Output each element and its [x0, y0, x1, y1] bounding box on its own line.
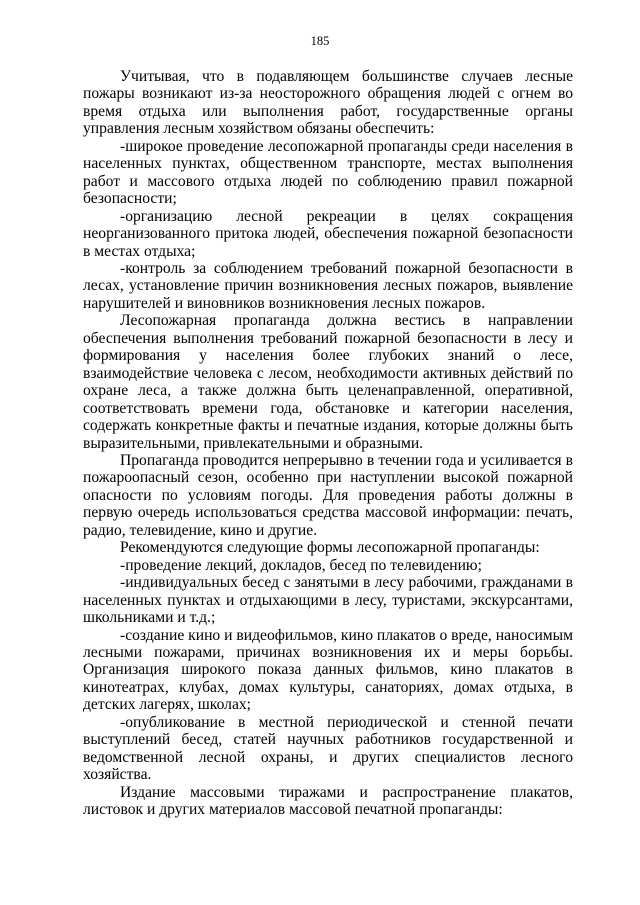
list-item-publications: -опубликование в местной периодической и стенной печати выступлений бесед, статей научных работников государственной и ведомственной лесной охраны, и других специалистов лесного хозяйства. — [83, 713, 573, 784]
paragraph-intro: Учитывая, что в подавляющем большинстве случаев лесные пожары возникают из-за неосторожного обращения людей с огнем во время отдыха или выполнения работ, государственные органы управления лесным хозяйством обязаны обеспечить: — [83, 68, 573, 138]
list-item-individual-talks: -индивидуальных бесед с занятыми в лесу рабочими, гражданами в населенных пунктах и отдыхающими в лесу, туристами, экскурсантами, школьниками и т.д.; — [83, 574, 573, 627]
paragraph-mass-printing: Издание массовыми тиражами и распространение плакатов, листовок и других материалов массовой печатной пропаганды: — [83, 783, 573, 819]
page-number: 185 — [310, 34, 330, 48]
list-item-propaganda: -широкое проведение лесопожарной пропаганды среди населения в населенных пунктах, общественном транспорте, местах выполнения работ и массового отдыха людей по соблюдению правил пожарной безопасности; — [83, 137, 573, 208]
list-item-recreation: -организацию лесной рекреации в целях сокращения неорганизованного притока людей, обеспечения пожарной безопасности в местах отдыха; — [83, 207, 573, 260]
list-item-control: -контроль за соблюдением требований пожарной безопасности в лесах, установление причин возникновения лесных пожаров, выявление нарушителей и виновников возникновения лесных пожаров. — [83, 259, 573, 312]
paragraph-recommended-forms: Рекомендуются следующие формы лесопожарной пропаганды: — [120, 539, 540, 557]
paragraph-propaganda-direction: Лесопожарная пропаганда должна вестись в направлении обеспечения выполнения требований пожарной безопасности в лесу и формирования у населения более глубоких знаний о лесе, взаимодействие человека с лесом, необходимости активных действий по охране леса, а также должна быть целенаправленной, оперативной, соответствовать времени года, обстановке и категории населения, содержать конкретные факты и печатные издания, которые должны быть выразительными, привлекательными и образными. — [83, 312, 573, 452]
list-item-lectures: -проведение лекций, докладов, бесед по телевидению; — [120, 556, 482, 574]
list-item-films: -создание кино и видеофильмов, кино плакатов о вреде, наносимым лесными пожарами, причинах возникновения их и меры борьбы. Организация широкого показа данных фильмов, кино плакатов в кинотеатрах, клубах, домах культуры, санаториях, домах отдыха, в детских лагерях, школах; — [83, 626, 573, 714]
paragraph-propaganda-season: Пропаганда проводится непрерывно в течении года и усиливается в пожароопасный сезон, особенно при наступлении высокой пожарной опасности по условиям погоды. Для проведения работы должны в первую очередь использоваться средства массовой информации: печать, радио, телевидение, кино и другие. — [83, 451, 573, 539]
document-body — [83, 68, 573, 818]
